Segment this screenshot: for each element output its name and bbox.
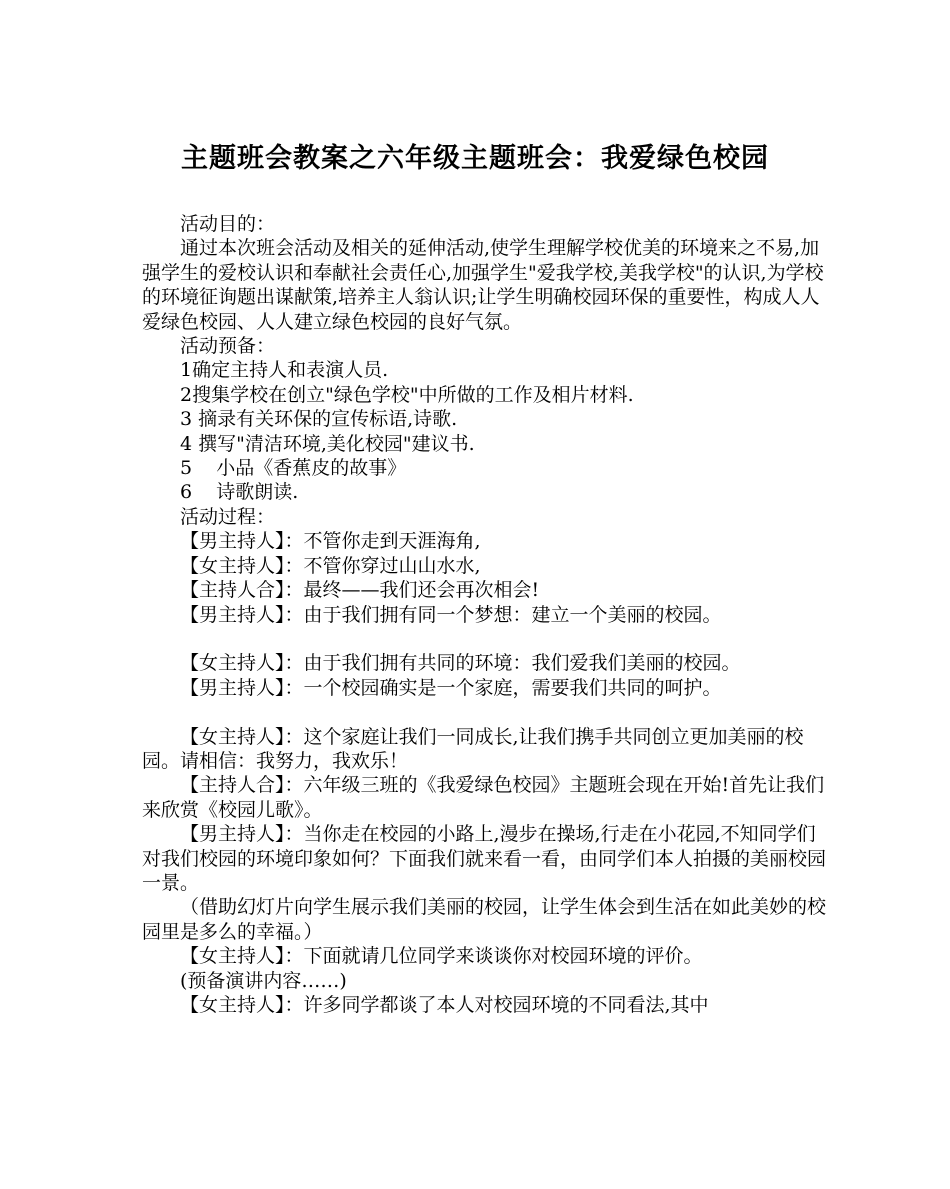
paragraph: 【女主持人】：下面就请几位同学来谈谈你对校园环境的评价。	[180, 945, 703, 968]
paragraph: 1确定主持人和表演人员.	[180, 359, 389, 382]
paragraph: 【女主持人】：不管你穿过山山水水,	[180, 554, 481, 577]
paragraph: 活动预备：	[180, 335, 276, 358]
paragraph: 4 撰写"清洁环境,美化校园"建议书.	[180, 432, 475, 455]
paragraph: 【主持人合】：最终——我们还会再次相会!	[180, 579, 540, 602]
paragraph: 活动目的：	[180, 213, 276, 235]
paragraph: (预备演讲内容……)	[180, 969, 347, 992]
document-title: 主题班会教案之六年级主题班会：我爱绿色校园	[181, 143, 769, 174]
paragraph: （借助幻灯片向学生展示我们美丽的校园，让学生体会到生活在如此美妙的校园里是多么的幸福。）	[142, 896, 827, 943]
paragraph: 【女主持人】：这个家庭让我们一同成长,让我们携手共同创立更加美丽的校园。请相信：我努力，我欢乐！	[142, 725, 804, 772]
paragraph: 3 摘录有关环保的宣传标语,诗歌.	[180, 408, 458, 431]
blank-line	[142, 627, 832, 651]
paragraph: 【女主持人】：由于我们拥有共同的环境：我们爱我们美丽的校园。	[180, 652, 741, 675]
paragraph: 【主持人合】：六年级三班的《我爱绿色校园》主题班会现在开始!首先让我们来欣赏《校园儿歌》。	[142, 774, 825, 821]
paragraph: 【女主持人】：许多同学都谈了本人对校园环境的不同看法,其中	[180, 993, 709, 1016]
paragraph: 通过本次班会活动及相关的延伸活动,使学生理解学校优美的环境来之不易,加强学生的爱校认识和奉献社会责任心,加强学生"爱我学校,美我学校"的认识,为学校的环境征询题出谋献策,培养主人翁认识;让学生明确校园环保的重要性，构成人人爱绿色校园、人人建立绿色校园的良好气氛。	[142, 237, 824, 333]
paragraph: 6 诗歌朗读.	[180, 481, 299, 504]
paragraph: 活动过程：	[180, 505, 276, 528]
blank-line	[142, 700, 832, 724]
paragraph: 5 小品《香蕉皮的故事》	[180, 457, 407, 480]
paragraph: 【男主持人】：一个校园确实是一个家庭，需要我们共同的呵护。	[180, 676, 722, 699]
document-body	[142, 212, 832, 1017]
paragraph: 【男主持人】：由于我们拥有同一个梦想：建立一个美丽的校园。	[180, 603, 722, 626]
paragraph: 2搜集学校在创立"绿色学校"中所做的工作及相片材料.	[180, 383, 634, 406]
paragraph: 【男主持人】：当你走在校园的小路上,漫步在操场,行走在小花园,不知同学们对我们校园的环境印象如何？下面我们就来看一看，由同学们本人拍摄的美丽校园一景。	[142, 823, 827, 894]
paragraph: 【男主持人】：不管你走到天涯海角,	[180, 530, 481, 553]
